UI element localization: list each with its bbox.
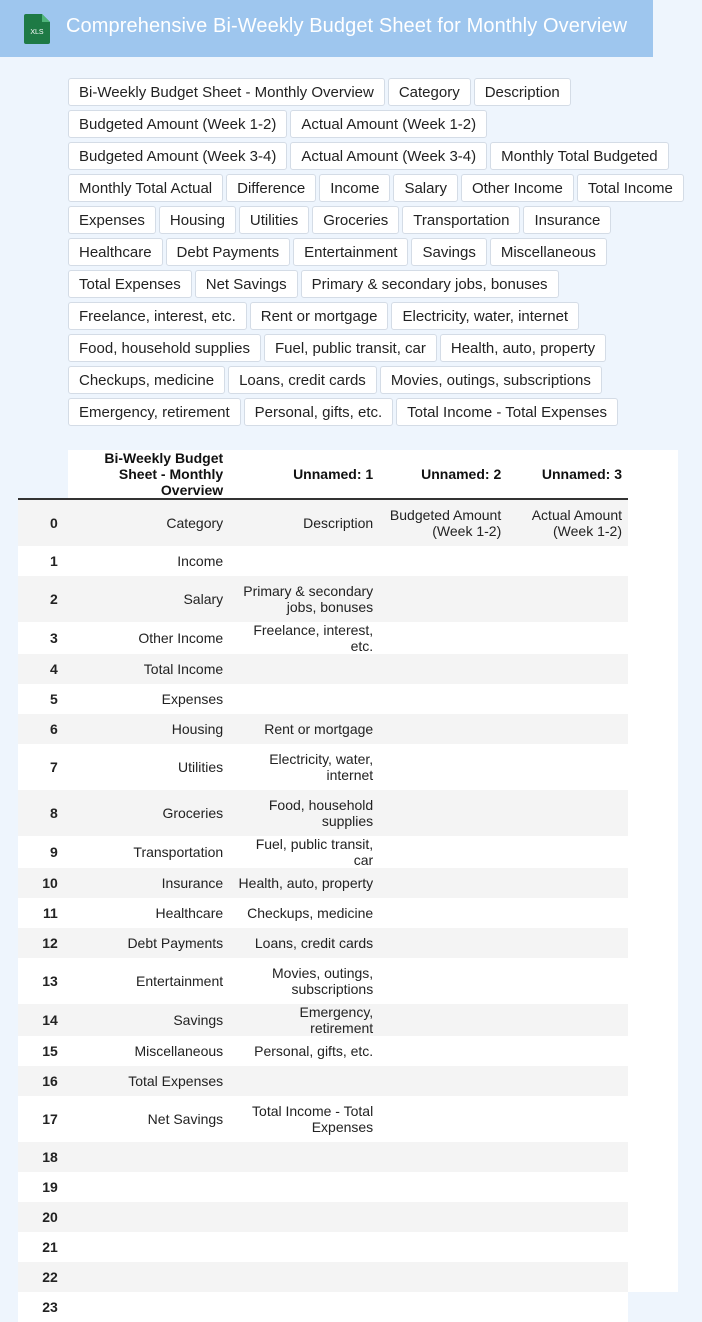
column-tag[interactable]: Budgeted Amount (Week 3-4) bbox=[68, 142, 287, 170]
table-row bbox=[18, 654, 628, 684]
table-cell: Health, auto, property bbox=[238, 875, 374, 891]
table-cell bbox=[379, 868, 507, 898]
table-cell: Debt Payments bbox=[127, 935, 224, 951]
table-cell: Electricity, water, internet bbox=[269, 751, 374, 783]
table-cell: Salary bbox=[183, 591, 224, 607]
table-row bbox=[18, 868, 628, 898]
table-cell bbox=[507, 898, 628, 928]
table-cell: Checkups, medicine bbox=[247, 905, 374, 921]
column-tag[interactable]: Utilities bbox=[239, 206, 309, 234]
row-index-cell: 13 bbox=[42, 973, 58, 989]
table-cell bbox=[229, 1292, 379, 1322]
table-row bbox=[18, 546, 628, 576]
column-tag[interactable]: Loans, credit cards bbox=[228, 366, 377, 394]
table-row bbox=[18, 714, 628, 744]
column-tag[interactable]: Entertainment bbox=[293, 238, 408, 266]
column-tag[interactable]: Total Income bbox=[577, 174, 684, 202]
table-cell bbox=[507, 1142, 628, 1172]
table-cell: Miscellaneous bbox=[134, 1043, 224, 1059]
column-tag[interactable]: Net Savings bbox=[195, 270, 298, 298]
column-header[interactable] bbox=[18, 450, 64, 499]
table-cell bbox=[507, 654, 628, 684]
row-index-cell: 5 bbox=[50, 691, 58, 707]
row-index-cell: 14 bbox=[42, 1012, 58, 1028]
table-row bbox=[18, 1142, 628, 1172]
table-cell bbox=[379, 1172, 507, 1202]
column-tag[interactable]: Groceries bbox=[312, 206, 399, 234]
table-cell bbox=[64, 1142, 229, 1172]
column-tag[interactable]: Total Income - Total Expenses bbox=[396, 398, 618, 426]
row-index-cell: 17 bbox=[42, 1111, 58, 1127]
column-tag[interactable]: Emergency, retirement bbox=[68, 398, 241, 426]
row-index-cell: 16 bbox=[42, 1073, 58, 1089]
table-cell bbox=[507, 1096, 628, 1142]
table-cell bbox=[507, 714, 628, 744]
table-cell bbox=[64, 1232, 229, 1262]
row-index-cell: 4 bbox=[50, 661, 58, 677]
column-tag[interactable]: Savings bbox=[411, 238, 486, 266]
row-index-cell: 3 bbox=[50, 630, 58, 646]
table-cell bbox=[229, 546, 379, 576]
column-tag[interactable]: Rent or mortgage bbox=[250, 302, 389, 330]
table-cell: Actual Amount (Week 1-2) bbox=[531, 507, 622, 539]
column-tag[interactable]: Other Income bbox=[461, 174, 574, 202]
column-header[interactable]: Unnamed: 1 bbox=[229, 450, 379, 499]
table-cell: Loans, credit cards bbox=[254, 935, 374, 951]
row-index-cell: 7 bbox=[50, 759, 58, 775]
table-cell: Housing bbox=[171, 721, 224, 737]
row-index-cell: 22 bbox=[42, 1269, 58, 1285]
table-cell bbox=[64, 1172, 229, 1202]
table-cell bbox=[507, 958, 628, 1004]
table-cell bbox=[229, 654, 379, 684]
table-cell bbox=[507, 1004, 628, 1036]
table-cell: Other Income bbox=[138, 630, 224, 646]
table-cell bbox=[379, 622, 507, 654]
table-cell bbox=[229, 1262, 379, 1292]
table-row bbox=[18, 499, 628, 546]
page-header bbox=[0, 0, 653, 57]
table-cell bbox=[379, 576, 507, 622]
table-cell: Entertainment bbox=[135, 973, 224, 989]
table-row bbox=[18, 928, 628, 958]
column-tag[interactable]: Description bbox=[474, 78, 571, 106]
column-tag[interactable]: Housing bbox=[159, 206, 236, 234]
column-tag[interactable]: Fuel, public transit, car bbox=[264, 334, 437, 362]
table-cell: Income bbox=[177, 553, 224, 569]
table-row bbox=[18, 1172, 628, 1202]
table-cell bbox=[507, 1262, 628, 1292]
table-cell bbox=[507, 836, 628, 868]
table-row bbox=[18, 1202, 628, 1232]
column-tag[interactable]: Monthly Total Budgeted bbox=[490, 142, 669, 170]
table-cell: Primary & secondary jobs, bonuses bbox=[243, 583, 374, 615]
column-tag[interactable]: Monthly Total Actual bbox=[68, 174, 223, 202]
table-cell: Savings bbox=[173, 1012, 224, 1028]
table-cell bbox=[507, 546, 628, 576]
table-cell: Movies, outings, subscriptions bbox=[272, 965, 374, 997]
row-index-cell: 12 bbox=[42, 935, 58, 951]
row-index-cell: 21 bbox=[42, 1239, 58, 1255]
table-row bbox=[18, 1262, 628, 1292]
table-cell bbox=[507, 1036, 628, 1066]
page-title: Comprehensive Bi-Weekly Budget Sheet for Monthly Overview bbox=[66, 15, 628, 37]
column-tag[interactable]: Income bbox=[319, 174, 390, 202]
table-cell bbox=[379, 1142, 507, 1172]
table-cell bbox=[379, 1036, 507, 1066]
table-cell: Groceries bbox=[162, 805, 224, 821]
row-index-cell: 11 bbox=[42, 905, 58, 921]
table-row bbox=[18, 958, 628, 1004]
row-index-cell: 15 bbox=[42, 1043, 58, 1059]
table-cell bbox=[379, 836, 507, 868]
table-cell bbox=[64, 1202, 229, 1232]
table-cell bbox=[379, 654, 507, 684]
table-cell bbox=[507, 1232, 628, 1262]
table-header-row bbox=[18, 450, 628, 499]
column-tag[interactable]: Actual Amount (Week 3-4) bbox=[290, 142, 487, 170]
table-cell bbox=[507, 744, 628, 790]
column-tag[interactable]: Category bbox=[388, 78, 471, 106]
table-cell bbox=[507, 1292, 628, 1322]
row-index-cell: 10 bbox=[42, 875, 58, 891]
column-tag-list bbox=[68, 78, 693, 426]
table-cell bbox=[229, 1202, 379, 1232]
column-tag[interactable]: Primary & secondary jobs, bonuses bbox=[301, 270, 559, 298]
table-cell: Rent or mortgage bbox=[264, 721, 374, 737]
row-index-cell: 1 bbox=[50, 553, 58, 569]
svg-text:XLS: XLS bbox=[30, 29, 44, 36]
table-cell: Expenses bbox=[161, 691, 224, 707]
table-cell: Insurance bbox=[161, 875, 224, 891]
table-cell bbox=[379, 1202, 507, 1232]
data-table-container[interactable] bbox=[42, 450, 678, 1315]
table-cell: Fuel, public transit, car bbox=[255, 836, 374, 868]
table-cell bbox=[507, 576, 628, 622]
table-cell bbox=[64, 1292, 229, 1322]
table-cell bbox=[379, 684, 507, 714]
column-tag[interactable]: Budgeted Amount (Week 1-2) bbox=[68, 110, 287, 138]
column-tag[interactable]: Bi-Weekly Budget Sheet - Monthly Overview bbox=[68, 78, 385, 106]
table-cell bbox=[379, 1066, 507, 1096]
table-cell: Utilities bbox=[178, 759, 224, 775]
table-cell: Total Income - Total Expenses bbox=[252, 1103, 374, 1135]
table-cell bbox=[379, 1004, 507, 1036]
table-row bbox=[18, 1036, 628, 1066]
column-tag[interactable]: Electricity, water, internet bbox=[391, 302, 579, 330]
column-tag[interactable]: Difference bbox=[226, 174, 316, 202]
table-cell: Net Savings bbox=[147, 1111, 224, 1127]
table-cell: Total Expenses bbox=[128, 1073, 224, 1089]
column-tag[interactable]: Transportation bbox=[402, 206, 520, 234]
table-row bbox=[18, 1232, 628, 1262]
table-row bbox=[18, 1066, 628, 1096]
column-header[interactable]: Bi-Weekly Budget Sheet - Monthly Overview bbox=[64, 450, 229, 499]
table-cell: Healthcare bbox=[155, 905, 224, 921]
table-row bbox=[18, 836, 628, 868]
row-index-cell: 2 bbox=[50, 591, 58, 607]
table-row bbox=[18, 1292, 628, 1322]
table-cell: Emergency, retirement bbox=[299, 1004, 374, 1036]
row-index-cell: 19 bbox=[42, 1179, 58, 1195]
table-cell bbox=[379, 744, 507, 790]
row-index-cell: 6 bbox=[50, 721, 58, 737]
row-index-cell: 20 bbox=[42, 1209, 58, 1225]
table-body bbox=[18, 499, 628, 1322]
table-row bbox=[18, 622, 628, 654]
xls-file-icon bbox=[22, 14, 50, 44]
table-cell: Category bbox=[166, 515, 224, 531]
table-cell bbox=[229, 1232, 379, 1262]
table-cell bbox=[379, 958, 507, 1004]
table-cell bbox=[229, 1172, 379, 1202]
column-tag[interactable]: Food, household supplies bbox=[68, 334, 261, 362]
table-row bbox=[18, 576, 628, 622]
column-tag[interactable]: Miscellaneous bbox=[490, 238, 607, 266]
data-table bbox=[18, 450, 628, 1322]
table-cell bbox=[379, 546, 507, 576]
row-index-cell: 23 bbox=[42, 1299, 58, 1315]
column-tag[interactable]: Personal, gifts, etc. bbox=[244, 398, 394, 426]
table-row bbox=[18, 744, 628, 790]
table-cell bbox=[507, 868, 628, 898]
column-tag[interactable]: Expenses bbox=[68, 206, 156, 234]
table-cell bbox=[379, 1232, 507, 1262]
table-cell bbox=[507, 684, 628, 714]
row-index-cell: 8 bbox=[50, 805, 58, 821]
column-tag[interactable]: Freelance, interest, etc. bbox=[68, 302, 247, 330]
table-cell bbox=[379, 1262, 507, 1292]
table-cell bbox=[229, 1142, 379, 1172]
column-header[interactable]: Unnamed: 2 bbox=[379, 450, 507, 499]
table-cell: Total Income bbox=[143, 661, 224, 677]
table-cell: Freelance, interest, etc. bbox=[253, 622, 374, 654]
table-cell bbox=[229, 1066, 379, 1096]
table-cell bbox=[507, 1066, 628, 1096]
table-cell bbox=[507, 928, 628, 958]
column-tag[interactable]: Actual Amount (Week 1-2) bbox=[290, 110, 487, 138]
table-cell bbox=[379, 928, 507, 958]
table-cell bbox=[507, 1202, 628, 1232]
table-row bbox=[18, 684, 628, 714]
table-row bbox=[18, 898, 628, 928]
table-cell bbox=[507, 1172, 628, 1202]
table-cell bbox=[379, 790, 507, 836]
table-cell: Transportation bbox=[133, 844, 224, 860]
row-index-cell: 0 bbox=[50, 515, 58, 531]
table-cell bbox=[507, 622, 628, 654]
table-cell bbox=[379, 898, 507, 928]
table-cell bbox=[229, 684, 379, 714]
table-cell: Personal, gifts, etc. bbox=[254, 1043, 374, 1059]
table-cell bbox=[507, 790, 628, 836]
table-cell bbox=[379, 1096, 507, 1142]
table-cell: Budgeted Amount (Week 1-2) bbox=[389, 507, 502, 539]
column-tag[interactable]: Checkups, medicine bbox=[68, 366, 225, 394]
table-row bbox=[18, 1096, 628, 1142]
column-tag[interactable]: Health, auto, property bbox=[440, 334, 606, 362]
table-row bbox=[18, 1004, 628, 1036]
table-cell bbox=[64, 1262, 229, 1292]
table-row bbox=[18, 790, 628, 836]
table-cell: Food, household supplies bbox=[268, 797, 374, 829]
table-cell bbox=[379, 714, 507, 744]
row-index-cell: 18 bbox=[42, 1149, 58, 1165]
column-tag[interactable]: Total Expenses bbox=[68, 270, 192, 298]
column-tag[interactable]: Salary bbox=[393, 174, 458, 202]
column-tag[interactable]: Debt Payments bbox=[166, 238, 291, 266]
table-cell bbox=[379, 1292, 507, 1322]
column-tag[interactable]: Healthcare bbox=[68, 238, 163, 266]
column-header[interactable]: Unnamed: 3 bbox=[507, 450, 628, 499]
column-tag[interactable]: Insurance bbox=[523, 206, 611, 234]
table-cell: Description bbox=[303, 515, 374, 531]
column-tag[interactable]: Movies, outings, subscriptions bbox=[380, 366, 602, 394]
row-index-cell: 9 bbox=[50, 844, 58, 860]
